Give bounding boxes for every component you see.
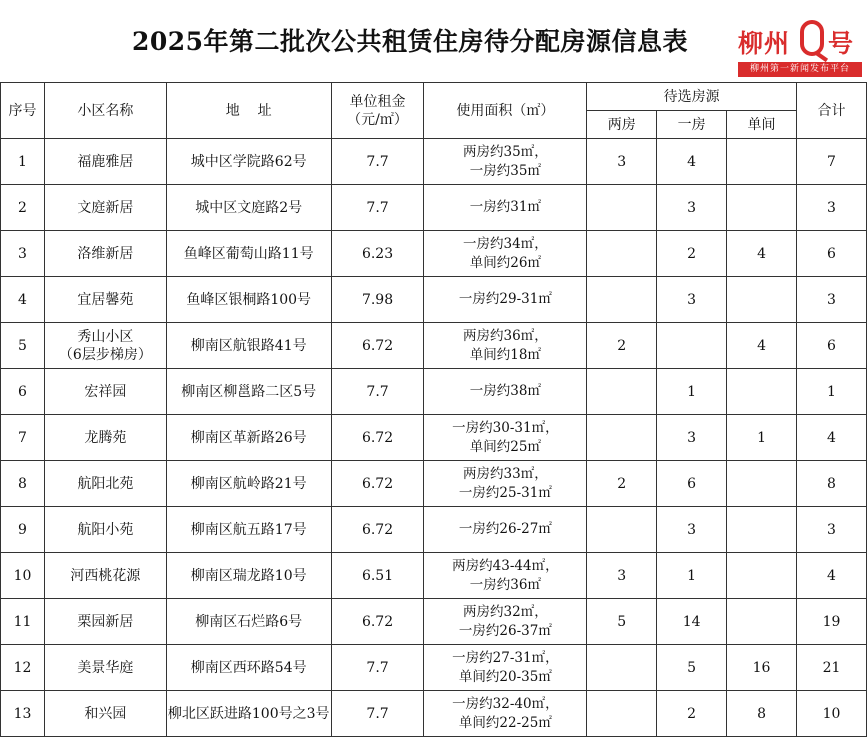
cell-area-line: 单间约26㎡ [469,254,541,271]
cell-name-line: 栗园新居 [77,613,134,630]
cell-area [424,553,587,599]
cell-total: 6 [797,323,867,369]
cell-area [424,323,587,369]
cell-two-room: 5 [587,599,657,645]
cell-two-room: 2 [587,461,657,507]
header-row-1 [1,83,867,111]
cell-address: 柳南区革新路26号 [166,415,331,461]
cell-area-line: 一房约27-31㎡， [452,649,559,666]
cell-single-room [727,461,797,507]
cell-seq: 2 [1,185,45,231]
cell-address: 鱼峰区葡萄山路11号 [166,231,331,277]
housing-table [0,82,867,737]
cell-total: 4 [797,553,867,599]
cell-seq: 9 [1,507,45,553]
cell-name [44,323,166,369]
cell-name-line: 航阳小苑 [77,521,134,538]
cell-area-line: 一房约38㎡ [469,383,541,399]
cell-single-room: 4 [727,231,797,277]
cell-seq: 12 [1,645,45,691]
cell-seq: 13 [1,691,45,737]
cell-name [44,139,166,185]
cell-name [44,507,166,553]
header-total: 合计 [797,83,867,139]
logo-text: 柳州 [738,29,791,58]
cell-one-room: 4 [657,139,727,185]
cell-two-room [587,415,657,461]
cell-area [424,369,587,415]
cell-area-line: 一房约29-31㎡ [458,291,552,307]
table-row [1,185,867,231]
cell-area-line: 两房约33㎡， [463,465,548,482]
header-seq: 序号 [1,83,45,139]
cell-name [44,415,166,461]
cell-name [44,369,166,415]
cell-two-room: 3 [587,553,657,599]
cell-area-line: 一房约31㎡ [469,199,541,215]
cell-name-line: 秀山小区 [77,328,134,345]
cell-single-room [727,553,797,599]
cell-area-line: 两房约32㎡， [463,603,548,620]
cell-rent: 6.72 [331,415,424,461]
cell-area-line: 单间约20-35㎡ [458,668,552,685]
cell-seq: 10 [1,553,45,599]
logo-one-mark-icon [800,20,824,56]
table-body [1,139,867,737]
cell-rent: 7.7 [331,185,424,231]
header-one-room: 一房 [657,111,727,139]
cell-total: 21 [797,645,867,691]
cell-rent: 7.98 [331,277,424,323]
cell-two-room [587,231,657,277]
cell-rent: 7.7 [331,691,424,737]
cell-seq: 11 [1,599,45,645]
cell-single-room [727,139,797,185]
cell-address: 柳南区柳邕路二区5号 [166,369,331,415]
cell-rent: 6.72 [331,461,424,507]
cell-one-room: 5 [657,645,727,691]
cell-seq: 8 [1,461,45,507]
cell-area [424,599,587,645]
cell-single-room [727,369,797,415]
header-rent-line1: 单位租金 [349,93,406,110]
cell-name [44,599,166,645]
cell-address: 柳南区瑞龙路10号 [166,553,331,599]
cell-one-room: 2 [657,691,727,737]
cell-address: 柳南区西环路54号 [166,645,331,691]
cell-address: 柳南区航五路17号 [166,507,331,553]
cell-seq: 3 [1,231,45,277]
cell-name-line: 和兴园 [84,705,127,722]
cell-area-line: 一房约30-31㎡， [452,419,559,436]
page-title: 2025年第二批次公共租赁住房待分配房源信息表 [131,27,689,56]
cell-area-line: 一房约26-37㎡ [458,622,552,639]
cell-area-line: 两房约36㎡， [463,327,548,344]
header-two-room: 两房 [587,111,657,139]
cell-name-line: 福鹿雅居 [77,153,134,170]
cell-rent: 7.7 [331,645,424,691]
cell-name-line: 龙腾苑 [84,429,127,446]
cell-address: 柳南区航银路41号 [166,323,331,369]
cell-address: 柳南区石烂路6号 [166,599,331,645]
cell-single-room [727,277,797,323]
cell-total: 19 [797,599,867,645]
cell-single-room [727,507,797,553]
cell-area [424,231,587,277]
cell-rent: 7.7 [331,139,424,185]
cell-seq: 4 [1,277,45,323]
cell-name [44,231,166,277]
title-bar [0,0,867,82]
cell-two-room [587,691,657,737]
cell-name [44,185,166,231]
cell-two-room [587,277,657,323]
cell-total: 1 [797,369,867,415]
cell-rent: 6.51 [331,553,424,599]
cell-one-room: 3 [657,415,727,461]
cell-rent: 7.7 [331,369,424,415]
cell-total: 8 [797,461,867,507]
liuzhou-1hao-logo [736,22,864,80]
cell-area-line: 单间约25㎡ [469,438,541,455]
table-row [1,231,867,277]
cell-one-room: 6 [657,461,727,507]
cell-name-line: 洛维新居 [77,245,134,262]
cell-seq: 6 [1,369,45,415]
cell-area [424,185,587,231]
cell-rent: 6.23 [331,231,424,277]
cell-area [424,645,587,691]
table-row [1,507,867,553]
table-row [1,691,867,737]
cell-single-room [727,185,797,231]
cell-one-room [657,323,727,369]
cell-address: 柳南区航岭路21号 [166,461,331,507]
cell-two-room [587,185,657,231]
cell-address: 柳北区跃进路100号之3号 [166,691,331,737]
logo-tagline: 柳州第一新闻发布平台 [738,62,862,77]
cell-total: 4 [797,415,867,461]
cell-name [44,553,166,599]
header-rent [331,83,424,139]
cell-one-room: 1 [657,369,727,415]
cell-name-line: 宏祥园 [84,383,127,400]
cell-rent: 6.72 [331,323,424,369]
cell-area-line: 一房约26-27㎡ [458,521,552,537]
cell-area-line: 一房约32-40㎡， [452,695,559,712]
cell-area [424,415,587,461]
cell-address: 鱼峰区银桐路100号 [166,277,331,323]
cell-area [424,139,587,185]
cell-total: 3 [797,277,867,323]
cell-name-line: 文庭新居 [77,199,134,216]
cell-area-line: 单间约22-25㎡ [458,714,552,731]
cell-two-room: 3 [587,139,657,185]
header-name: 小区名称 [44,83,166,139]
header-single-room: 单间 [727,111,797,139]
cell-area [424,691,587,737]
cell-area-line: 一房约25-31㎡ [458,484,552,501]
cell-one-room: 3 [657,277,727,323]
cell-one-room: 3 [657,507,727,553]
cell-one-room: 3 [657,185,727,231]
cell-name-line: 宜居馨苑 [77,291,134,308]
cell-seq: 7 [1,415,45,461]
table-row [1,461,867,507]
table-row [1,323,867,369]
table-row [1,599,867,645]
cell-area-line: 单间约18㎡ [469,346,541,363]
cell-name [44,277,166,323]
cell-single-room: 4 [727,323,797,369]
cell-total: 7 [797,139,867,185]
cell-seq: 5 [1,323,45,369]
cell-single-room: 1 [727,415,797,461]
table-row [1,553,867,599]
cell-one-room: 1 [657,553,727,599]
cell-name-line: 河西桃花源 [70,567,141,584]
logo-suffix: 号 [828,29,855,58]
header-area: 使用面积（㎡） [424,83,587,139]
cell-name [44,645,166,691]
cell-name [44,461,166,507]
cell-total: 3 [797,507,867,553]
cell-one-room: 14 [657,599,727,645]
cell-area-line: 两房约35㎡， [463,143,548,160]
cell-area [424,277,587,323]
cell-two-room: 2 [587,323,657,369]
table-row [1,645,867,691]
cell-one-room: 2 [657,231,727,277]
cell-single-room [727,599,797,645]
table-row [1,415,867,461]
cell-two-room [587,507,657,553]
cell-address: 城中区学院路62号 [166,139,331,185]
cell-name-line: 美景华庭 [77,659,134,676]
cell-total: 3 [797,185,867,231]
cell-area [424,507,587,553]
cell-name-line: 航阳北苑 [77,475,134,492]
cell-area [424,461,587,507]
cell-name [44,691,166,737]
table-row [1,277,867,323]
table-row [1,139,867,185]
cell-single-room: 16 [727,645,797,691]
cell-rent: 6.72 [331,507,424,553]
cell-rent: 6.72 [331,599,424,645]
cell-single-room: 8 [727,691,797,737]
table-row [1,369,867,415]
header-rent-line2: （元/㎡） [347,111,408,128]
cell-area-line: 一房约36㎡ [469,576,541,593]
header-address: 地 址 [166,83,331,139]
cell-address: 城中区文庭路2号 [166,185,331,231]
cell-area-line: 两房约43-44㎡， [452,557,559,574]
cell-seq: 1 [1,139,45,185]
cell-area-line: 一房约35㎡ [469,162,541,179]
cell-two-room [587,645,657,691]
cell-total: 10 [797,691,867,737]
cell-name-line: （6层步梯房） [58,346,152,363]
header-pending: 待选房源 [587,83,797,111]
cell-total: 6 [797,231,867,277]
cell-two-room [587,369,657,415]
cell-area-line: 一房约34㎡， [463,235,548,252]
